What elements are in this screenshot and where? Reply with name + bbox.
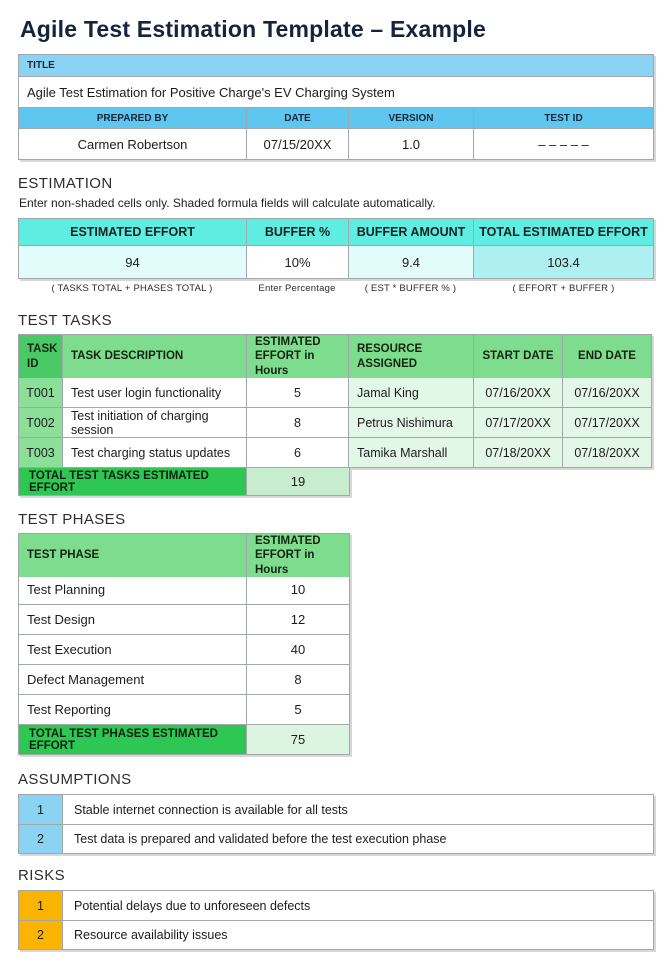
phase-effort-cell: 40: [290, 642, 306, 657]
risk-number: 2: [19, 921, 63, 949]
phase-effort-cell: 5: [294, 702, 302, 717]
phase-name-cell: Defect Management: [19, 665, 247, 694]
info-title-value-row: [19, 76, 653, 107]
task-end-cell: 07/17/20XX: [563, 408, 651, 437]
task-resource-cell: Tamika Marshall: [349, 438, 474, 467]
prepared-by-value: Carmen Robertson: [19, 129, 247, 159]
page-title: Agile Test Estimation Template – Example: [20, 16, 487, 42]
task-description-header: TASK DESCRIPTION: [63, 335, 247, 378]
task-id-cell: T001: [19, 378, 63, 407]
assumption-text: Stable internet connection is available for all tests: [74, 802, 348, 817]
risk-text: Potential delays due to unforeseen defects: [74, 898, 311, 913]
info-title-header-row: [19, 55, 653, 76]
total-estimated-effort-header: TOTAL ESTIMATED EFFORT: [474, 219, 653, 245]
version-header: VERSION: [349, 108, 474, 128]
task-effort-header: ESTIMATED EFFORT in Hours: [247, 335, 349, 378]
tasks-total-row: [18, 468, 350, 496]
footnote-enter-percentage: Enter Percentage: [258, 283, 336, 294]
info-table: [18, 54, 654, 160]
task-effort-cell: 6: [247, 438, 349, 467]
phase-name-cell: Test Reporting: [19, 695, 247, 724]
task-start-cell: 07/18/20XX: [474, 438, 563, 467]
estimation-heading: ESTIMATION: [18, 175, 113, 192]
estimation-description: Enter non-shaded cells only. Shaded formula fields will calculate automatically.: [19, 196, 436, 210]
task-resource-cell: Petrus Nishimura: [349, 408, 474, 437]
task-end-cell: 07/18/20XX: [563, 438, 651, 467]
date-header: DATE: [247, 108, 349, 128]
footnote-effort-buffer: ( EFFORT + BUFFER ): [512, 283, 615, 294]
task-start-cell: 07/16/20XX: [474, 378, 563, 407]
risks-heading: RISKS: [18, 867, 66, 884]
phase-name-cell: Test Planning: [19, 575, 247, 604]
prepared-by-header: PREPARED BY: [19, 108, 247, 128]
task-start-cell: 07/17/20XX: [474, 408, 563, 437]
test-phases-table: [18, 533, 350, 755]
title-header-cell: TITLE: [19, 55, 653, 76]
footnote-tasks-total: ( TASKS TOTAL + PHASES TOTAL ): [51, 283, 213, 294]
test-id-header: TEST ID: [474, 108, 653, 128]
risk-row: [19, 891, 653, 920]
phase-row: [19, 694, 349, 724]
total-estimated-effort-value: 103.4: [474, 246, 653, 278]
phase-effort-header: ESTIMATED EFFORT in Hours: [247, 534, 349, 577]
task-description-cell: Test initiation of charging session: [63, 408, 247, 437]
tasks-total-label: TOTAL TEST TASKS ESTIMATED EFFORT: [19, 468, 247, 495]
test-phases-heading: TEST PHASES: [18, 511, 126, 528]
estimation-footnotes: [18, 283, 654, 294]
buffer-pct-header: BUFFER %: [247, 219, 349, 245]
task-id-cell: T003: [19, 438, 63, 467]
assumption-row: [19, 795, 653, 824]
assumption-number: 1: [19, 795, 63, 824]
buffer-amount-header: BUFFER AMOUNT: [349, 219, 474, 245]
estimation-table: [18, 218, 654, 279]
task-description-cell: Test charging status updates: [63, 438, 247, 467]
test-tasks-heading: TEST TASKS: [18, 312, 113, 329]
phase-effort-cell: 12: [290, 612, 306, 627]
risks-table: [18, 890, 654, 950]
buffer-pct-value: 10%: [247, 246, 349, 278]
task-effort-cell: 8: [247, 408, 349, 437]
phase-row: [19, 574, 349, 604]
task-effort-cell: 5: [247, 378, 349, 407]
date-value: 07/15/20XX: [247, 129, 349, 159]
info-value-row: [19, 128, 653, 159]
task-description-cell: Test user login functionality: [63, 378, 247, 407]
estimated-effort-header: ESTIMATED EFFORT: [19, 219, 247, 245]
tasks-total-value: 19: [247, 468, 349, 495]
phase-effort-cell: 10: [290, 582, 306, 597]
buffer-amount-value: 9.4: [349, 246, 474, 278]
phases-total-value: 75: [247, 725, 349, 754]
task-row: [19, 437, 651, 467]
info-header-row: [19, 107, 653, 128]
task-id-header: TASK ID: [19, 335, 63, 378]
assumptions-heading: ASSUMPTIONS: [18, 771, 132, 788]
phase-row: [19, 604, 349, 634]
phase-name-cell: Test Execution: [19, 635, 247, 664]
phase-name-cell: Test Design: [19, 605, 247, 634]
task-row: [19, 377, 651, 407]
estimation-header-row: [19, 219, 653, 245]
estimated-effort-value: 94: [19, 246, 247, 278]
assumption-text: Test data is prepared and validated before the test execution phase: [74, 832, 447, 846]
phase-effort-cell: 8: [294, 672, 302, 687]
assumptions-table: [18, 794, 654, 854]
risk-number: 1: [19, 891, 63, 920]
phases-header-row: [19, 534, 349, 574]
version-value: 1.0: [349, 129, 474, 159]
task-id-cell: T002: [19, 408, 63, 437]
task-resource-cell: Jamal King: [349, 378, 474, 407]
task-end-header: END DATE: [563, 335, 651, 378]
task-start-header: START DATE: [474, 335, 563, 378]
risk-row: [19, 920, 653, 949]
title-value-cell: Agile Test Estimation for Positive Charge's EV Charging System: [27, 84, 395, 100]
test-tasks-table: [18, 334, 652, 468]
phase-row: [19, 664, 349, 694]
risk-text: Resource availability issues: [74, 928, 228, 942]
assumption-row: [19, 824, 653, 853]
footnote-est-buffer: ( EST * BUFFER % ): [364, 283, 457, 294]
tasks-header-row: [19, 335, 651, 377]
phase-name-header: TEST PHASE: [19, 534, 247, 577]
task-end-cell: 07/16/20XX: [563, 378, 651, 407]
phases-total-label: TOTAL TEST PHASES ESTIMATED EFFORT: [19, 725, 247, 754]
phases-total-row: [19, 724, 349, 754]
task-resource-header: RESOURCE ASSIGNED: [349, 335, 474, 378]
test-id-value: – – – – –: [538, 136, 589, 152]
task-row: [19, 407, 651, 437]
phase-row: [19, 634, 349, 664]
assumption-number: 2: [19, 825, 63, 853]
estimation-value-row: [19, 245, 653, 278]
